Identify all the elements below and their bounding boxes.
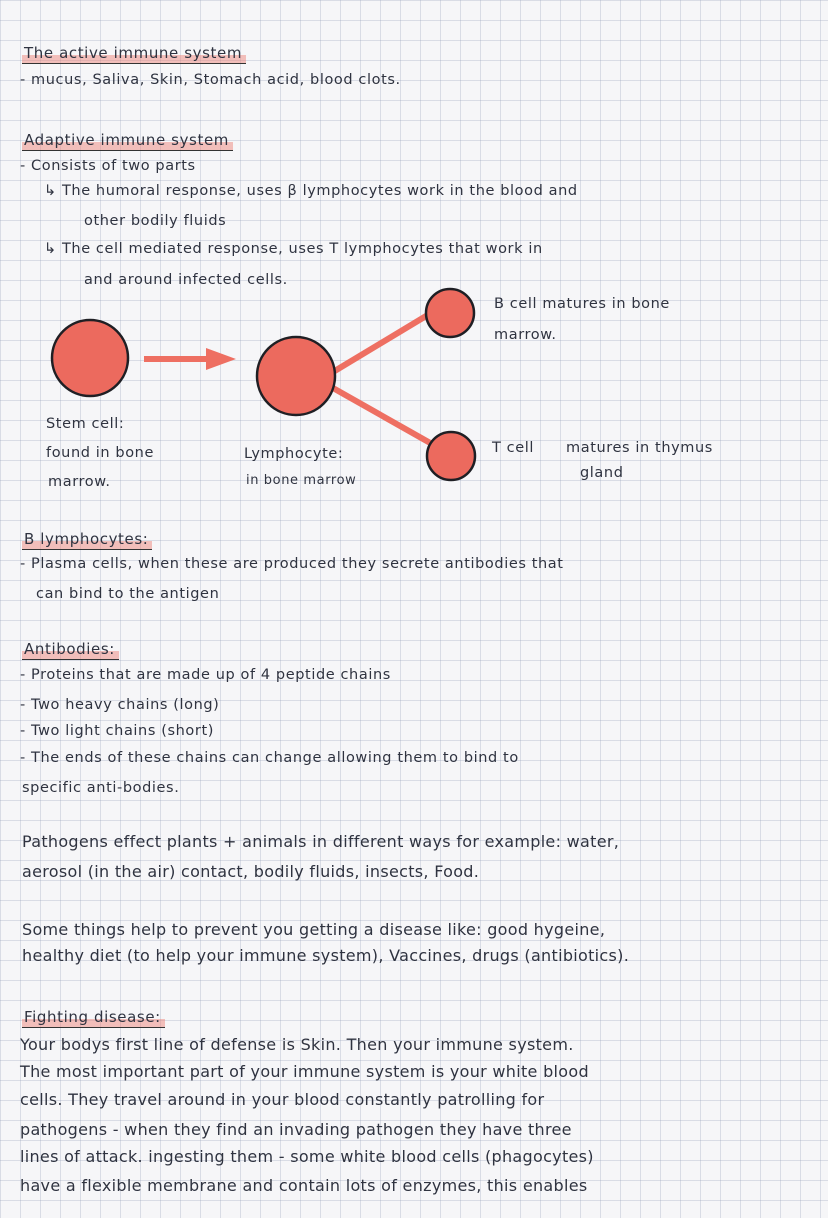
bcell-circle xyxy=(426,289,474,337)
tcell-sub: matures in thymus xyxy=(566,440,713,456)
stem-cell-label: Stem cell: xyxy=(46,416,125,432)
blymphocytes-heading xyxy=(22,530,152,548)
fighting-line-2: The most important part of your immune system is your white blood xyxy=(20,1062,589,1081)
fighting-line-6: have a flexible membrane and contain lots of enzymes, this enables xyxy=(20,1176,588,1195)
tcell-label: T cell xyxy=(492,440,535,456)
antibodies-line-2: - Two heavy chains (long) xyxy=(20,697,220,713)
branch-to-bcell xyxy=(333,310,436,372)
adaptive-line-1: - Consists of two parts xyxy=(20,158,196,174)
prevention-line-1: Some things help to prevent you getting a disease like: good hygeine, xyxy=(22,920,606,939)
fighting-disease-heading-text: Fighting disease: xyxy=(22,1008,165,1028)
antibodies-heading xyxy=(22,640,119,658)
adaptive-line-3: other bodily fluids xyxy=(84,213,227,229)
antibodies-line-1: - Proteins that are made up of 4 peptide chains xyxy=(20,667,391,683)
antibodies-line-5: specific anti-bodies. xyxy=(22,780,180,796)
fighting-line-5: lines of attack. ingesting them - some white blood cells (phagocytes) xyxy=(20,1147,594,1166)
adaptive-line-4: ↳ The cell mediated response, uses T lymphocytes that work in xyxy=(44,241,543,257)
active-immune-line: - mucus, Saliva, Skin, Stomach acid, blood clots. xyxy=(20,72,401,88)
pathogens-line-2: aerosol (in the air) contact, bodily fluids, insects, Food. xyxy=(22,862,480,881)
lymphocyte-label: Lymphocyte: xyxy=(244,446,344,462)
bcell-label: B cell matures in bone xyxy=(494,296,670,312)
active-immune-heading-text: The active immune system xyxy=(22,44,246,64)
antibodies-heading-text: Antibodies: xyxy=(22,640,119,660)
fighting-line-3: cells. They travel around in your blood constantly patrolling for xyxy=(20,1090,545,1109)
prevention-line-2: healthy diet (to help your immune system), Vaccines, drugs (antibiotics). xyxy=(22,946,630,965)
antibodies-line-4: - The ends of these chains can change allowing them to bind to xyxy=(20,750,519,766)
fighting-line-1: Your bodys first line of defense is Skin. Then your immune system. xyxy=(20,1035,574,1054)
pathogens-line-1: Pathogens effect plants + animals in different ways for example: water, xyxy=(22,832,620,851)
blymphocytes-heading-text: B lymphocytes: xyxy=(22,530,152,550)
stem-cell-circle xyxy=(52,320,128,396)
arrow-head xyxy=(206,348,236,370)
antibodies-line-3: - Two light chains (short) xyxy=(20,723,214,739)
bcell-label-2: marrow. xyxy=(494,327,557,343)
lymphocyte-circle xyxy=(257,337,335,415)
tcell-circle xyxy=(427,432,475,480)
tcell-sub-2: gland xyxy=(580,465,624,481)
fighting-disease-heading xyxy=(22,1008,165,1026)
fighting-line-4: pathogens - when they find an invading pathogen they have three xyxy=(20,1120,572,1139)
lymphocyte-sub: in bone marrow xyxy=(246,473,357,488)
adaptive-line-5: and around infected cells. xyxy=(84,272,288,288)
branch-to-tcell xyxy=(333,388,432,444)
adaptive-line-2: ↳ The humoral response, uses β lymphocytes work in the blood and xyxy=(44,183,578,199)
stem-cell-sub-2: marrow. xyxy=(48,474,111,490)
blymphocytes-line-2: can bind to the antigen xyxy=(36,586,220,602)
adaptive-immune-heading-text: Adaptive immune system xyxy=(22,131,233,151)
blymphocytes-line-1: - Plasma cells, when these are produced they secrete antibodies that xyxy=(20,556,564,572)
stem-cell-sub: found in bone xyxy=(46,445,154,461)
